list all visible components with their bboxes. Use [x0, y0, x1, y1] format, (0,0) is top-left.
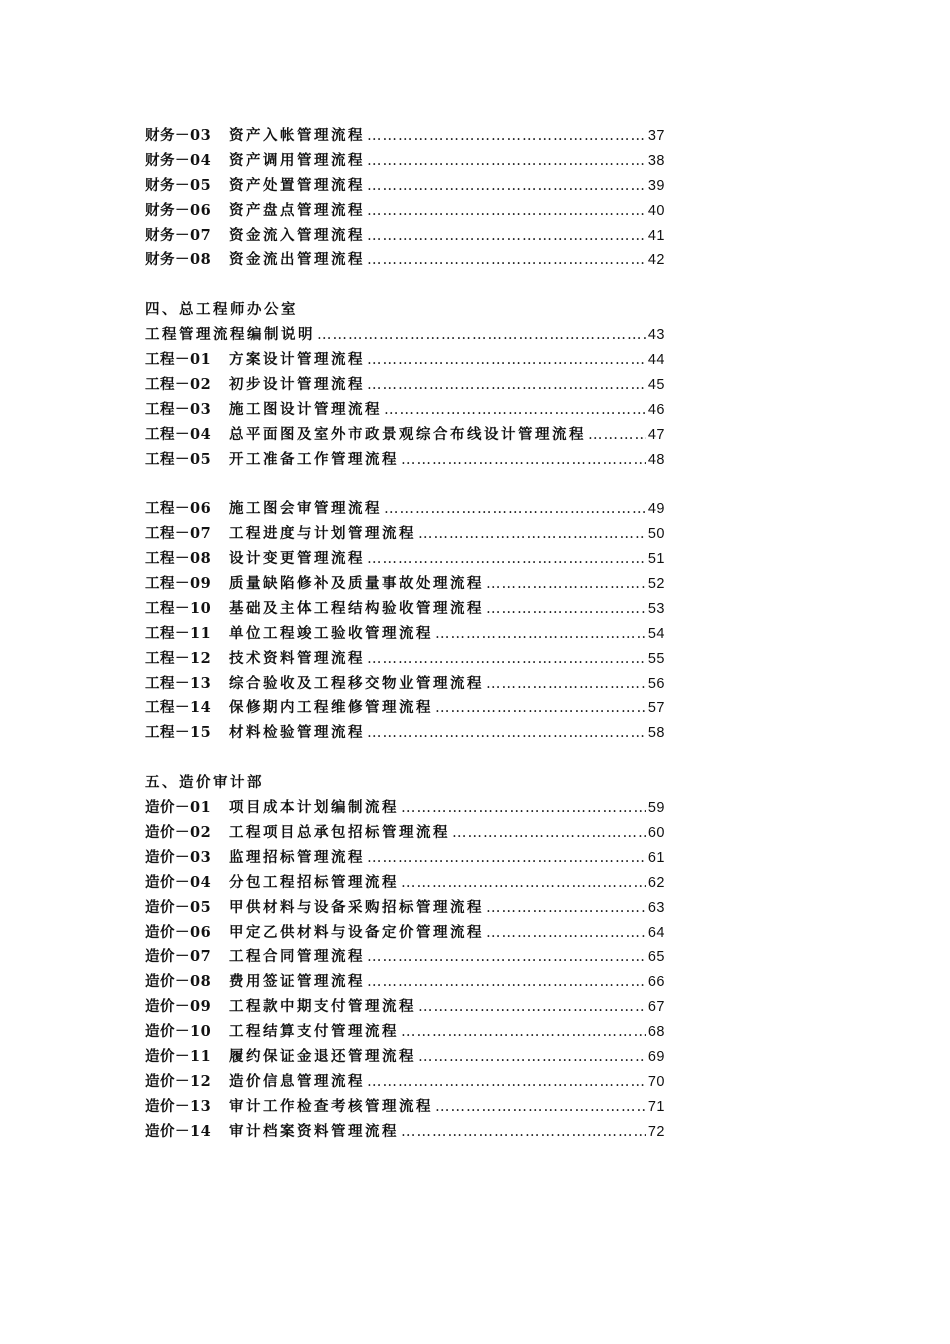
toc-entry [145, 572, 665, 597]
dot-leader [367, 248, 646, 273]
toc-entry-page-number: 54 [647, 625, 665, 642]
toc-entry [145, 622, 665, 647]
toc-entry-code: 工程－12 [145, 649, 212, 667]
section-heading-text: 四、总工程师办公室 [145, 301, 298, 319]
toc-entry-code: 造价－01 [145, 799, 212, 817]
toc-entry-title: 审计工作检查考核管理流程 [229, 1097, 433, 1115]
toc-entry-code: 财务－08 [145, 251, 212, 269]
toc-entry-title: 资产入帐管理流程 [229, 127, 365, 144]
toc-entry [145, 1045, 665, 1070]
toc-entry [145, 373, 665, 398]
toc-entry [145, 323, 665, 348]
toc-entry-code: 造价－03 [145, 848, 212, 866]
toc-entry-code: 造价－12 [145, 1072, 212, 1090]
toc-entry [145, 672, 665, 697]
toc-entry-title: 工程合同管理流程 [229, 948, 365, 966]
toc-entry-title: 资金流出管理流程 [229, 251, 365, 269]
dot-leader [401, 1020, 646, 1045]
toc-entry-code: 工程－06 [145, 500, 212, 518]
toc-entry-page-number: 67 [647, 999, 665, 1016]
toc-entry [145, 174, 665, 199]
toc-entry-title: 工程管理流程编制说明 [145, 326, 315, 344]
toc-entry-code: 造价－09 [145, 998, 212, 1016]
toc-entry-code: 财务－06 [145, 201, 212, 219]
toc-entry [145, 721, 665, 746]
toc-entry-code: 工程－10 [145, 599, 212, 617]
toc-entry [145, 821, 665, 846]
toc-entry-code: 造价－13 [145, 1097, 212, 1115]
toc-entry-page-number: 57 [647, 700, 665, 717]
toc-entry-code: 财务－04 [145, 151, 212, 169]
dot-leader [486, 672, 646, 697]
toc-entry-code: 财务－03 [145, 127, 212, 144]
toc-entry-page-number: 42 [647, 252, 665, 269]
toc-entry [145, 348, 665, 373]
toc-entry-code: 工程－01 [145, 351, 212, 369]
toc-entry-title: 分包工程招标管理流程 [229, 873, 399, 891]
toc-entry-page-number: 43 [647, 327, 665, 344]
dot-leader [452, 821, 646, 846]
toc-entry [145, 1070, 665, 1095]
toc-entry-title: 开工准备工作管理流程 [229, 450, 399, 468]
toc-entry-title: 质量缺陷修补及质量事故处理流程 [229, 575, 484, 593]
dot-leader [401, 796, 646, 821]
dot-leader [486, 597, 646, 622]
toc-entry-title: 工程项目总承包招标管理流程 [229, 823, 450, 841]
toc-entry-page-number: 63 [647, 899, 665, 916]
toc-entry [145, 871, 665, 896]
dot-leader [401, 1120, 646, 1145]
toc-entry-code: 造价－02 [145, 823, 212, 841]
toc-entry [145, 896, 665, 921]
toc-entry-code: 工程－08 [145, 550, 212, 568]
toc-entry [145, 597, 665, 622]
toc-entry-page-number: 64 [647, 924, 665, 941]
toc-entry-page-number: 48 [647, 451, 665, 468]
toc-entry-title: 工程款中期支付管理流程 [229, 998, 416, 1016]
toc-entry-page-number: 68 [647, 1024, 665, 1041]
toc-entry [145, 1020, 665, 1045]
toc-entry [145, 149, 665, 174]
toc-entry-page-number: 49 [647, 501, 665, 518]
toc-entry [145, 497, 665, 522]
toc-entry [145, 647, 665, 672]
toc-entry-title: 设计变更管理流程 [229, 550, 365, 568]
dot-leader [435, 1095, 646, 1120]
dot-leader [367, 348, 646, 373]
toc-spacer [145, 273, 665, 298]
toc-section-heading [145, 298, 665, 323]
dot-leader [588, 423, 646, 448]
toc-entry-title: 履约保证金退还管理流程 [229, 1047, 416, 1065]
toc-entry [145, 398, 665, 423]
toc-entry-title: 项目成本计划编制流程 [229, 799, 399, 817]
toc-entry-title: 方案设计管理流程 [229, 351, 365, 369]
toc-section-heading [145, 771, 665, 796]
toc-entry [145, 547, 665, 572]
toc-entry-page-number: 70 [647, 1073, 665, 1090]
toc-entry-page-number: 61 [647, 849, 665, 866]
dot-leader [367, 1070, 646, 1095]
toc-entry-code: 工程－05 [145, 450, 212, 468]
toc-entry-title: 资产处置管理流程 [229, 176, 365, 194]
toc-entry [145, 846, 665, 871]
toc-entry-title: 总平面图及室外市政景观综合布线设计管理流程 [229, 425, 586, 443]
toc-entry-title: 资金流入管理流程 [229, 226, 365, 244]
toc-entry [145, 522, 665, 547]
dot-leader [367, 373, 646, 398]
toc-entry-title: 甲供材料与设备采购招标管理流程 [229, 898, 484, 916]
dot-leader [384, 398, 646, 423]
dot-leader [367, 647, 646, 672]
toc-entry-code: 造价－11 [145, 1047, 212, 1065]
toc-entry-title: 技术资料管理流程 [229, 649, 365, 667]
toc-entry-page-number: 56 [647, 675, 665, 692]
toc-entry-page-number: 55 [647, 650, 665, 667]
toc-entry [145, 995, 665, 1020]
toc-entry-page-number: 40 [647, 202, 665, 219]
dot-leader [367, 547, 646, 572]
toc-entry-page-number: 44 [647, 352, 665, 369]
dot-leader [367, 199, 646, 224]
toc-entry-title: 资产调用管理流程 [229, 151, 365, 169]
toc-entry-title: 工程进度与计划管理流程 [229, 525, 416, 543]
toc-entry-code: 财务－07 [145, 226, 212, 244]
toc-entry-title: 费用签证管理流程 [229, 973, 365, 991]
toc-entry [145, 1120, 665, 1145]
toc-entry-page-number: 59 [647, 800, 665, 817]
toc-entry [145, 945, 665, 970]
dot-leader [367, 721, 646, 746]
toc-entry-page-number: 66 [647, 974, 665, 991]
toc-entry-title: 初步设计管理流程 [229, 375, 365, 393]
dot-leader [486, 921, 646, 946]
dot-leader [367, 970, 646, 995]
toc-entry-title: 保修期内工程维修管理流程 [229, 699, 433, 717]
dot-leader [317, 323, 646, 348]
toc-entry-title: 单位工程竣工验收管理流程 [229, 624, 433, 642]
toc-spacer [145, 746, 665, 771]
toc-entry-title: 综合验收及工程移交物业管理流程 [229, 674, 484, 692]
toc-entry-page-number: 37 [647, 128, 665, 144]
dot-leader [384, 497, 646, 522]
dot-leader [401, 448, 646, 473]
toc-entry-code: 财务－05 [145, 176, 212, 194]
toc-entry [145, 970, 665, 995]
toc-entry-code: 造价－07 [145, 948, 212, 966]
toc-entry-title: 审计档案资料管理流程 [229, 1122, 399, 1140]
toc-entry-page-number: 50 [647, 526, 665, 543]
toc-entry-code: 工程－09 [145, 575, 212, 593]
toc-entry-code: 工程－11 [145, 624, 212, 642]
toc-entry-page-number: 60 [647, 824, 665, 841]
toc-entry [145, 199, 665, 224]
toc-entry-title: 基础及主体工程结构验收管理流程 [229, 599, 484, 617]
toc-entry-page-number: 39 [647, 177, 665, 194]
toc-entry-title: 造价信息管理流程 [229, 1072, 365, 1090]
toc-entry [145, 423, 665, 448]
dot-leader [401, 871, 646, 896]
toc-entry-page-number: 47 [647, 426, 665, 443]
toc-entry-code: 造价－14 [145, 1122, 212, 1140]
toc-entry-title: 施工图会审管理流程 [229, 500, 382, 518]
toc-entry-code: 工程－07 [145, 525, 212, 543]
toc-entry-page-number: 52 [647, 576, 665, 593]
toc-entry-page-number: 58 [647, 725, 665, 742]
dot-leader [367, 945, 646, 970]
toc-entry-page-number: 38 [647, 152, 665, 169]
toc-entry-code: 工程－14 [145, 699, 212, 717]
toc-entry-page-number: 53 [647, 600, 665, 617]
toc-entry-page-number: 46 [647, 401, 665, 418]
toc-entry [145, 248, 665, 273]
dot-leader [418, 1045, 646, 1070]
toc-entry-title: 材料检验管理流程 [229, 724, 365, 742]
toc-entry [145, 124, 665, 149]
section-heading-text: 五、造价审计部 [145, 774, 264, 792]
toc-entry-code: 造价－08 [145, 973, 212, 991]
toc-entry [145, 448, 665, 473]
toc-entry-code: 工程－13 [145, 674, 212, 692]
toc-entry-page-number: 72 [647, 1123, 665, 1140]
toc-entry [145, 1095, 665, 1120]
toc-entry-page-number: 71 [647, 1098, 665, 1115]
toc-entry-page-number: 45 [647, 376, 665, 393]
toc-entry [145, 921, 665, 946]
dot-leader [367, 224, 646, 249]
toc-entry [145, 224, 665, 249]
toc-entry-code: 工程－02 [145, 375, 212, 393]
dot-leader [486, 572, 646, 597]
toc-entry-page-number: 51 [647, 551, 665, 568]
dot-leader [418, 995, 646, 1020]
dot-leader [367, 149, 646, 174]
table-of-contents [145, 124, 665, 1145]
toc-entry-code: 造价－06 [145, 923, 212, 941]
toc-entry [145, 796, 665, 821]
dot-leader [418, 522, 646, 547]
dot-leader [367, 174, 646, 199]
dot-leader [435, 622, 646, 647]
toc-entry-code: 工程－03 [145, 400, 212, 418]
toc-entry-title: 甲定乙供材料与设备定价管理流程 [229, 923, 484, 941]
dot-leader [486, 896, 646, 921]
toc-spacer [145, 472, 665, 497]
toc-entry-title: 施工图设计管理流程 [229, 400, 382, 418]
toc-entry-code: 造价－04 [145, 873, 212, 891]
toc-entry-title: 监理招标管理流程 [229, 848, 365, 866]
toc-entry-code: 造价－10 [145, 1023, 212, 1041]
toc-entry-code: 造价－05 [145, 898, 212, 916]
toc-entry-page-number: 41 [647, 227, 665, 244]
dot-leader [367, 846, 646, 871]
toc-entry-code: 工程－15 [145, 724, 212, 742]
dot-leader [367, 124, 646, 149]
toc-entry-page-number: 62 [647, 874, 665, 891]
toc-entry-page-number: 65 [647, 949, 665, 966]
dot-leader [435, 696, 646, 721]
toc-entry-title: 资产盘点管理流程 [229, 201, 365, 219]
toc-entry [145, 696, 665, 721]
toc-entry-code: 工程－04 [145, 425, 212, 443]
toc-entry-page-number: 69 [647, 1048, 665, 1065]
toc-entry-title: 工程结算支付管理流程 [229, 1023, 399, 1041]
